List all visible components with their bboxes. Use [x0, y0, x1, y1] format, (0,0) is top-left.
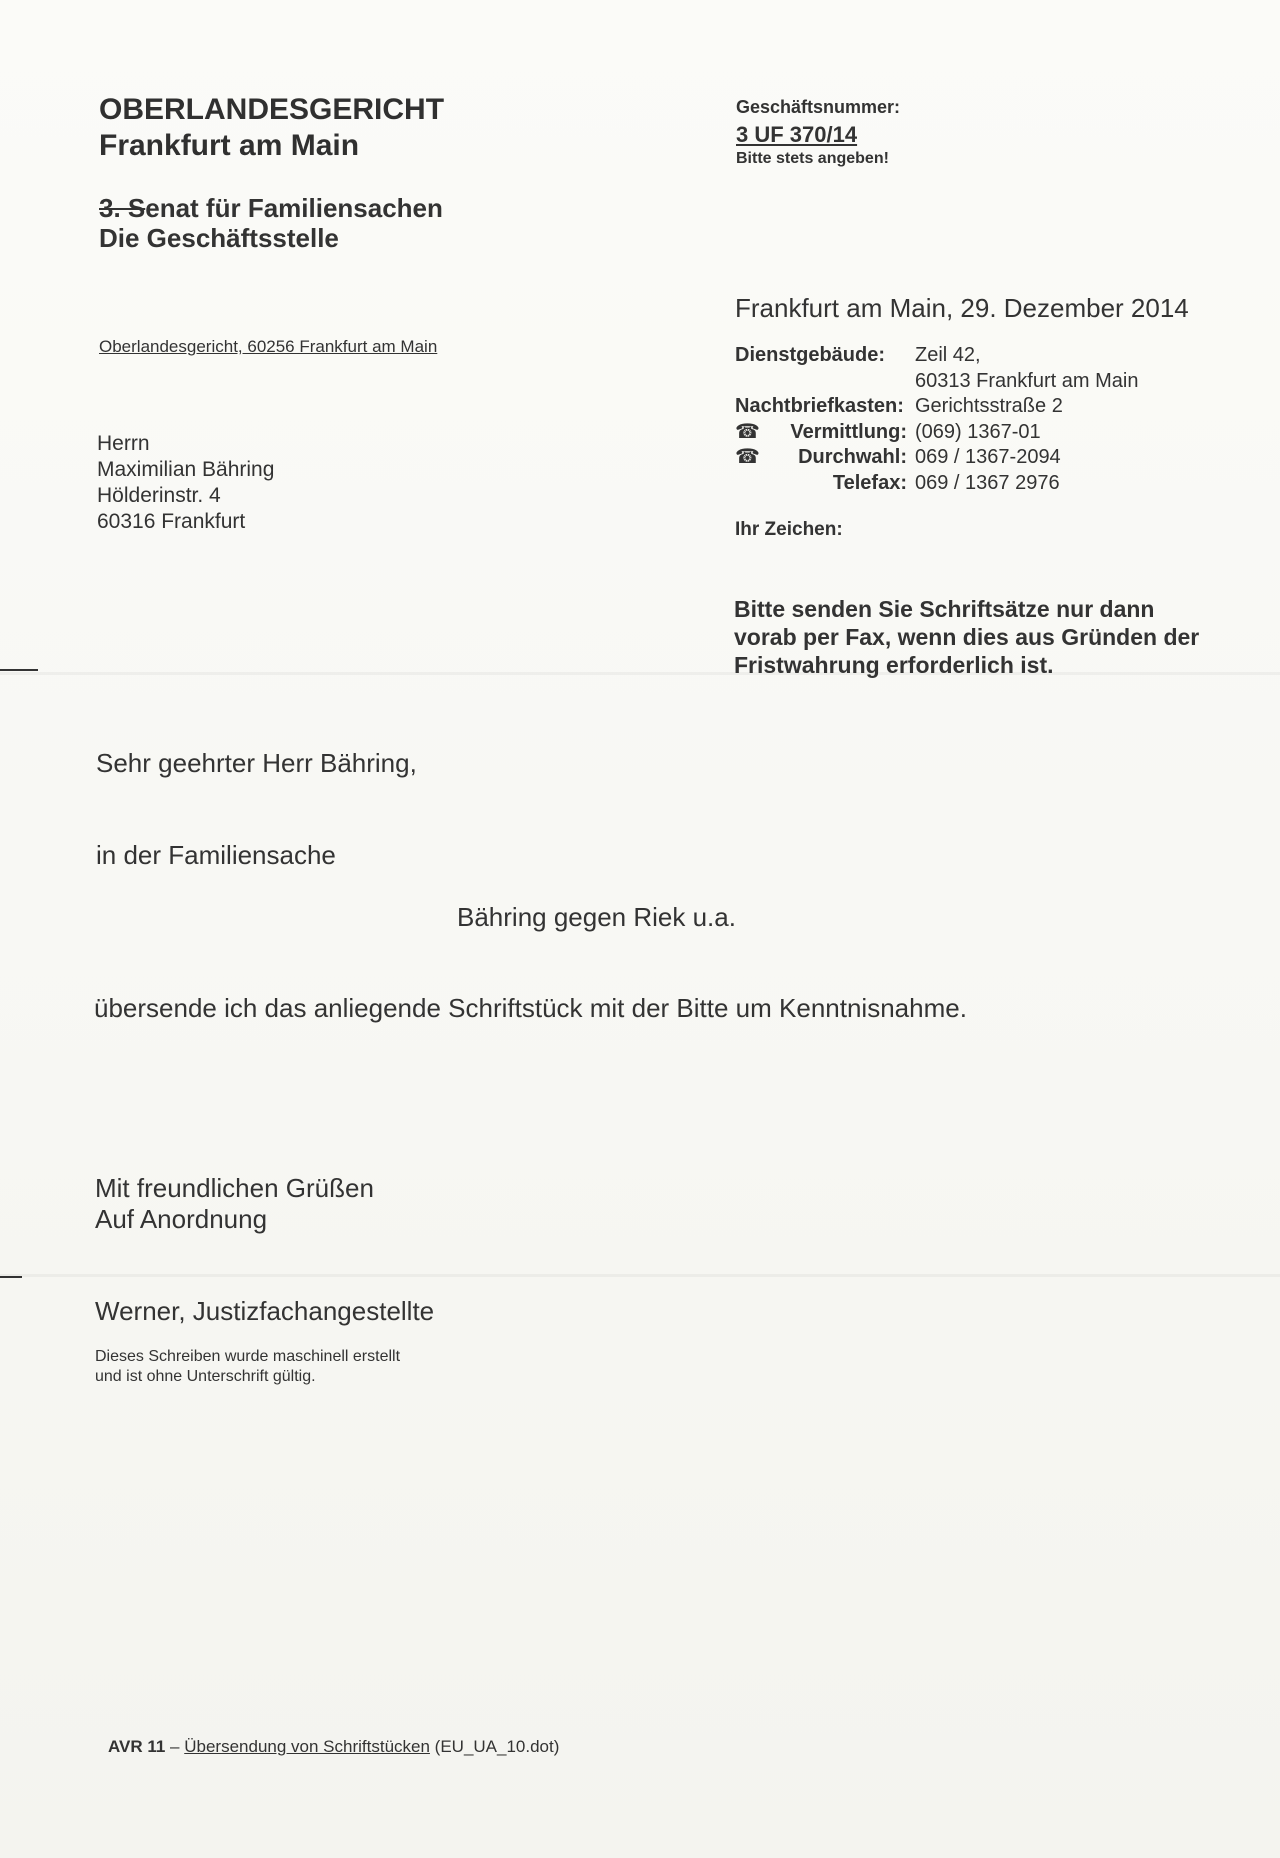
mailbox-label: Nachtbriefkasten:: [735, 395, 904, 417]
building-line2: 60313 Frankfurt am Main: [915, 369, 1139, 392]
fax-label: Telefax:: [832, 471, 907, 494]
case-intro: in der Familiensache: [96, 840, 336, 870]
phone-icon: ☎: [735, 446, 760, 468]
fax-value: 069 / 1367 2976: [915, 471, 1060, 494]
senate-block: [99, 193, 443, 253]
building-label: Dienstgebäude:: [735, 344, 886, 366]
sender-return-address: Oberlandesgericht, 60256 Frankfurt am Main: [99, 337, 438, 356]
automated-note: [95, 1347, 400, 1387]
case-name: Bähring gegen Riek u.a.: [457, 902, 736, 932]
court-name: OBERLANDESGERICHT: [99, 93, 445, 126]
form-code: AVR 11: [108, 1737, 166, 1756]
senate-number: 3. S: [99, 193, 146, 223]
form-title: Übersendung von Schriftstücken: [184, 1737, 430, 1756]
fold-line-bottom: [0, 1274, 1280, 1277]
automated-note-line1: Dieses Schreiben wurde maschinell erstellt: [95, 1348, 401, 1365]
fold-mark-top: [0, 669, 38, 671]
court-city: Frankfurt am Main: [99, 129, 360, 162]
exchange-label: Vermittlung:: [790, 420, 907, 443]
reference-block: [736, 97, 900, 168]
closing-greeting: Mit freundlichen Grüßen: [95, 1173, 374, 1203]
closing-block: [95, 1173, 374, 1235]
reference-label: Geschäftsnummer:: [736, 97, 901, 117]
fax-note: Bitte senden Sie Schriftsätze nur dann vorab per Fax, wenn dies aus Gründen der Fristwahrung erforderlich ist.: [734, 596, 1200, 678]
letter-salutation: Sehr geehrter Herr Bähring,: [96, 748, 417, 778]
signer: Werner, Justizfachangestellte: [95, 1296, 435, 1326]
contact-details: [735, 343, 1138, 496]
date-line: Frankfurt am Main, 29. Dezember 2014: [735, 293, 1189, 323]
footer-dash: –: [165, 1737, 185, 1756]
building-row-2: [735, 369, 1138, 395]
senate-name: enat für Familiensachen: [145, 193, 443, 223]
recipient-salutation: Herrn: [97, 432, 150, 455]
automated-note-line2: und ist ohne Unterschrift gültig.: [95, 1368, 316, 1385]
direct-value: 069 / 1367-2094: [915, 446, 1061, 468]
exchange-value: (069) 1367-01: [915, 420, 1041, 443]
reference-hint: Bitte stets angeben!: [736, 150, 889, 167]
direct-label: Durchwahl:: [798, 446, 907, 468]
office-line: Die Geschäftsstelle: [99, 223, 339, 253]
court-header: [99, 92, 444, 164]
form-footer: [108, 1737, 559, 1757]
building-row: [735, 343, 1138, 369]
mailbox-row: [735, 394, 1138, 420]
letter-body: übersende ich das anliegende Schriftstück mit der Bitte um Kenntnisnahme.: [94, 993, 967, 1023]
senate-line: [99, 193, 443, 223]
recipient-city: 60316 Frankfurt: [97, 510, 246, 533]
recipient-name: Maximilian Bähring: [97, 458, 275, 481]
form-file: (EU_UA_10.dot): [429, 1737, 560, 1756]
recipient-street: Hölderinstr. 4: [97, 484, 221, 507]
recipient-address: [97, 431, 274, 535]
direct-row: [735, 445, 1138, 471]
mailbox-value: Gerichtsstraße 2: [915, 395, 1063, 417]
your-reference-label: Ihr Zeichen:: [735, 519, 843, 540]
exchange-row: [735, 420, 1138, 446]
closing-order: Auf Anordnung: [95, 1204, 268, 1234]
fax-row: [735, 471, 1138, 497]
reference-number: 3 UF 370/14: [736, 122, 858, 147]
phone-icon: ☎: [735, 420, 760, 443]
building-line1: Zeil 42,: [915, 344, 981, 366]
